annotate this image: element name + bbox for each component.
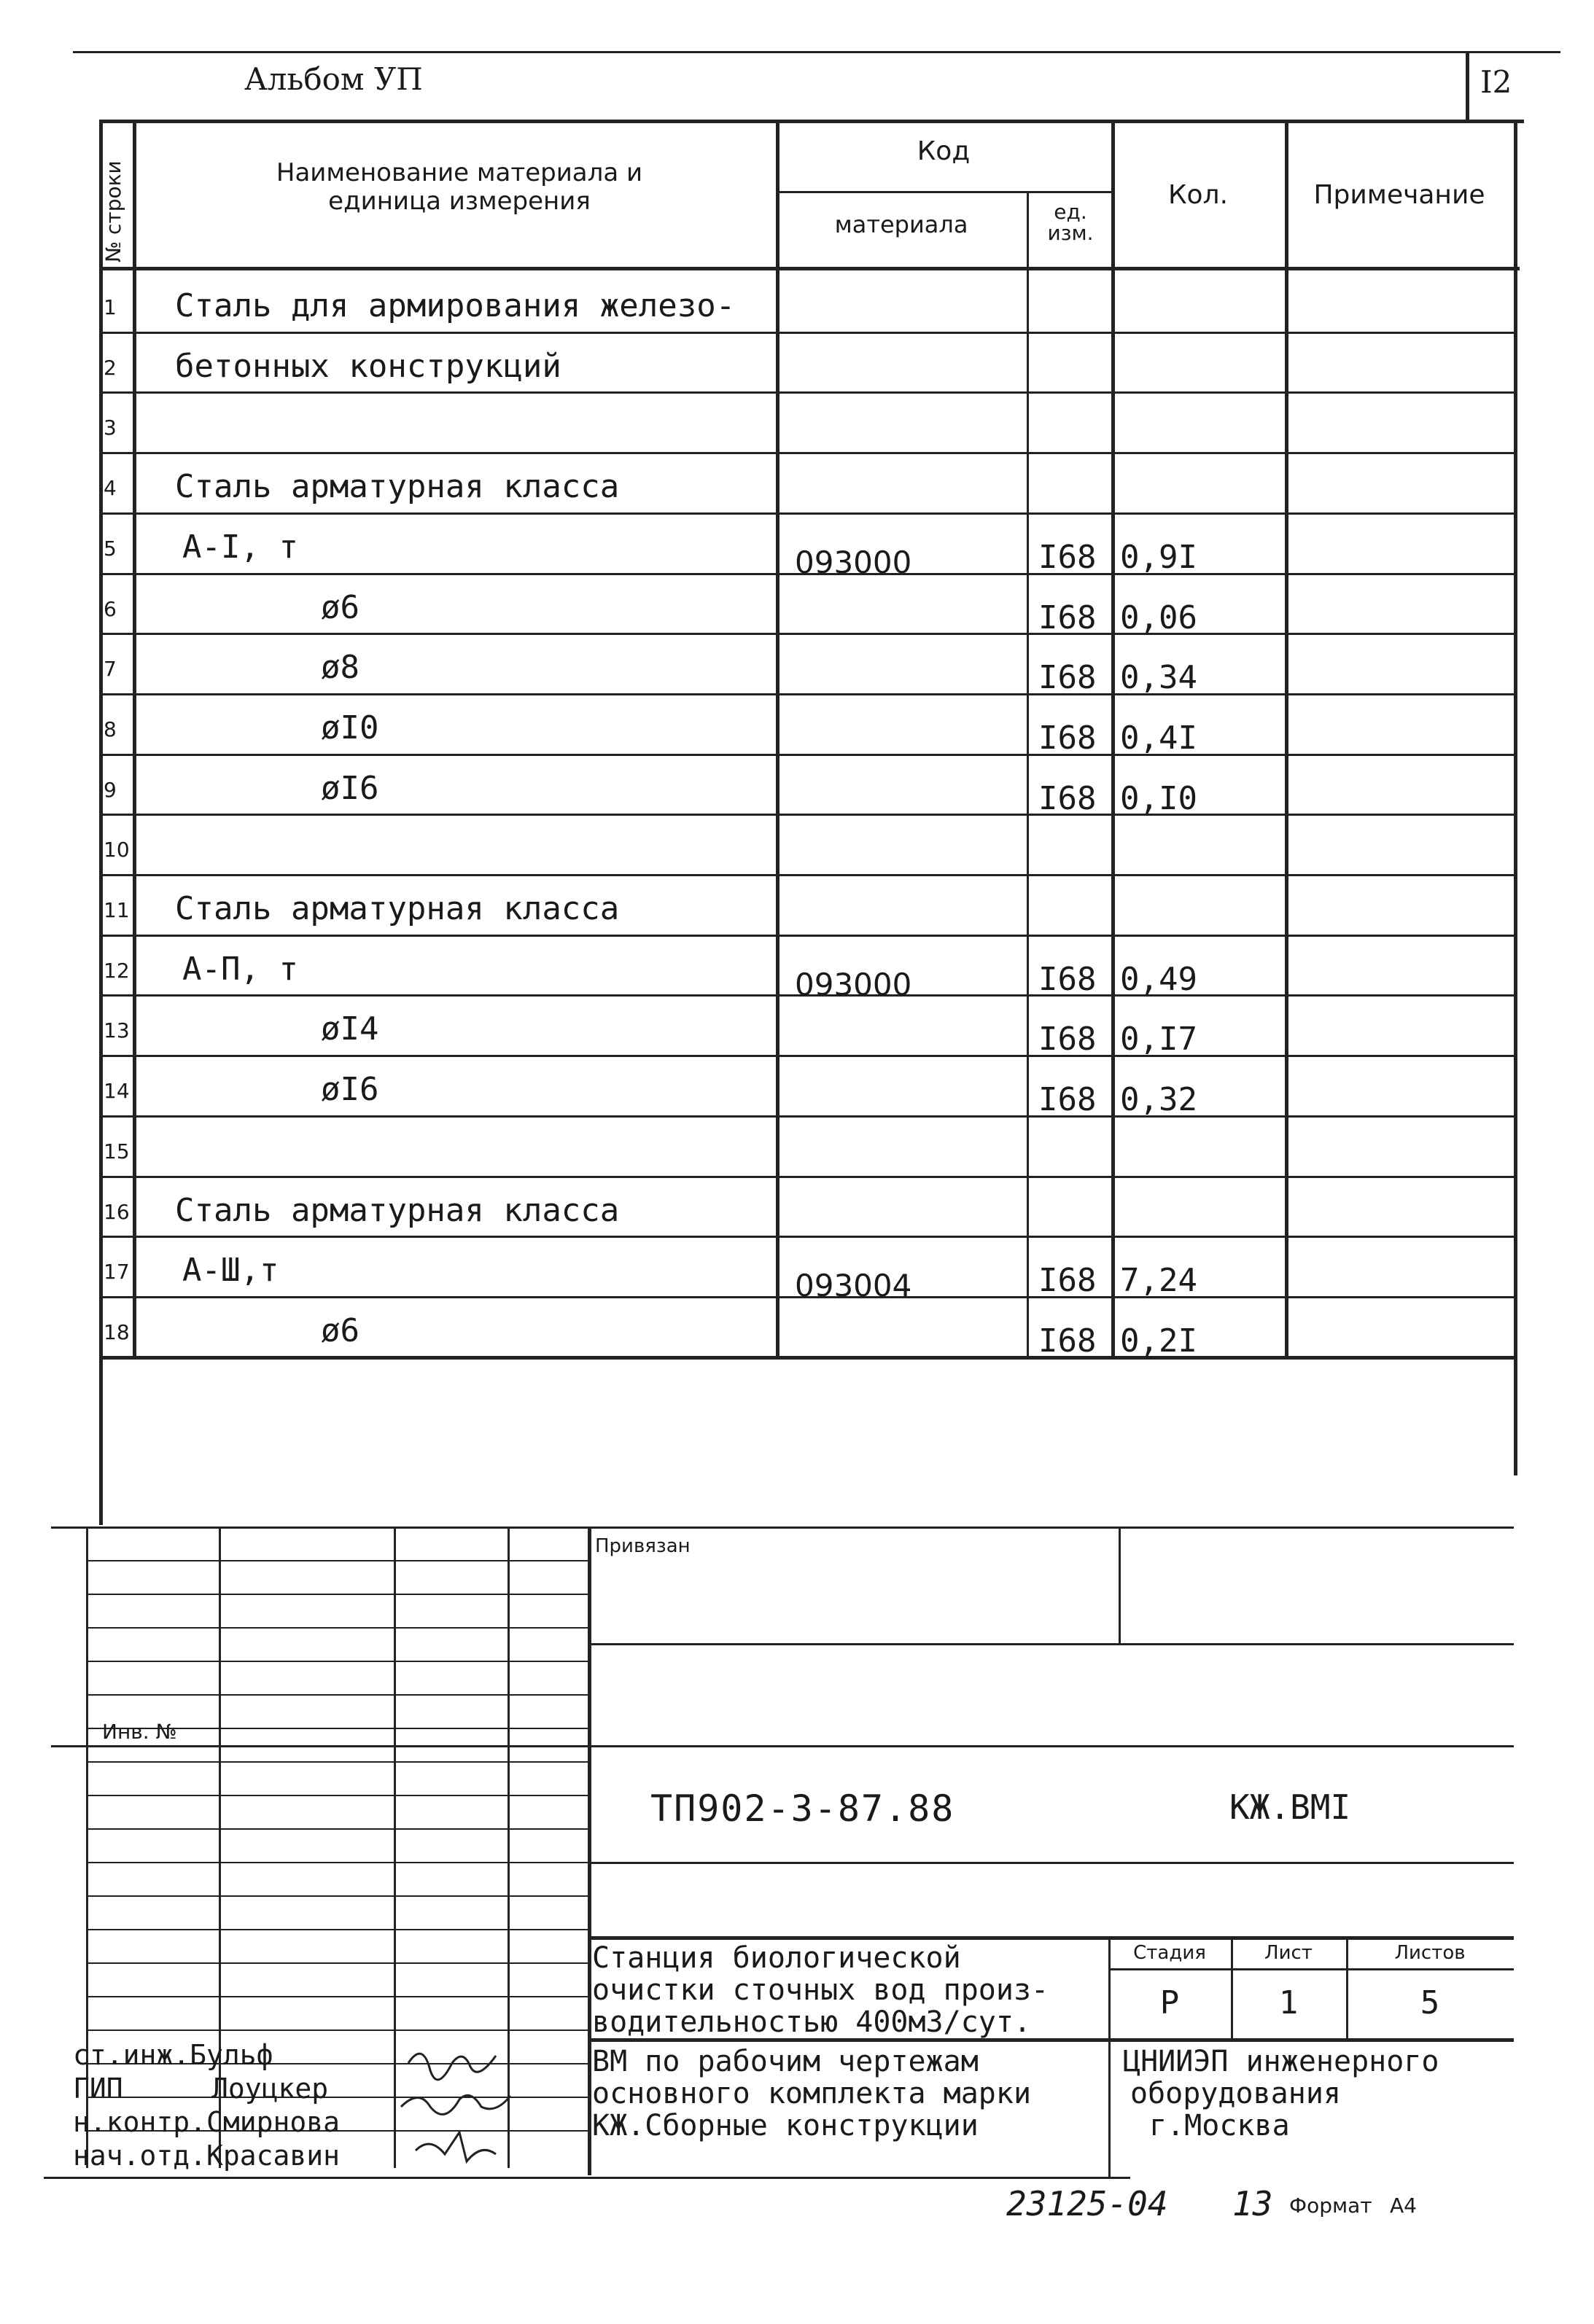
- row-divider: [99, 754, 1514, 756]
- cell-n: 6: [104, 597, 117, 621]
- cell-n: 18: [104, 1320, 130, 1344]
- cell-qty: 0,4I: [1120, 720, 1197, 757]
- sheets-value: 5: [1420, 1984, 1440, 2021]
- signature-row-4: [73, 2139, 340, 2172]
- org-line-2: оборудования: [1130, 2077, 1341, 2110]
- stamp-grid-line: [86, 2029, 588, 2031]
- row-divider: [99, 874, 1514, 876]
- stamp-divider-main: [588, 1526, 591, 2175]
- cell-name: ø6: [321, 1312, 359, 1349]
- privyazan-label: Привязан: [595, 1535, 691, 1557]
- row-divider: [99, 332, 1514, 334]
- signature-row-2: [73, 2072, 340, 2105]
- doc-title-line-1: ВМ по рабочим чертежам: [592, 2045, 979, 2078]
- signature-name: Бульф: [190, 2039, 273, 2071]
- cell-qty: 0,32: [1120, 1081, 1197, 1118]
- signature-name: Красавин: [206, 2140, 341, 2172]
- cell-n: 16: [104, 1200, 130, 1224]
- inv-no-label: Инв. №: [102, 1720, 177, 1744]
- table-left-border: [99, 120, 103, 1525]
- cell-qty: 0,49: [1120, 961, 1197, 998]
- stage-value: Р: [1159, 1984, 1180, 2021]
- inv-line: [51, 1745, 1514, 1747]
- organization: [1123, 2046, 1439, 2142]
- signature-name: Лоуцкер: [211, 2073, 329, 2105]
- cell-n: 8: [104, 717, 117, 741]
- stamp-bottom-line: [44, 2177, 1130, 2179]
- cell-unit: I68: [1038, 659, 1097, 696]
- stage-label-line: [1108, 1968, 1514, 1970]
- cell-name: бетонных конструкций: [175, 348, 561, 385]
- cell-n: 5: [104, 537, 117, 561]
- header-code: Код: [917, 136, 971, 166]
- stamp-top-line: [51, 1526, 1514, 1529]
- cell-n: 2: [104, 356, 117, 380]
- code-header-divider: [776, 191, 1111, 193]
- cell-n: 7: [104, 657, 117, 681]
- cell-unit: I68: [1038, 1081, 1097, 1118]
- cell-code: 093000: [795, 545, 912, 580]
- cell-unit: I68: [1038, 780, 1097, 817]
- col-divider-qty: [1285, 120, 1288, 1356]
- signature-role: ГИП: [73, 2073, 123, 2105]
- cell-name: ø8: [321, 649, 359, 686]
- signature-row-1: [73, 2038, 340, 2072]
- cell-name: А-П, т: [182, 951, 298, 988]
- doc-title-line-2: основного комплекта марки: [592, 2077, 1032, 2110]
- cell-n: 17: [104, 1260, 130, 1284]
- cell-unit: I68: [1038, 1262, 1097, 1299]
- cell-n: 12: [104, 959, 130, 983]
- header-row-no: № строки: [101, 160, 125, 262]
- sheet-value: 1: [1278, 1984, 1299, 2021]
- cell-unit: I68: [1038, 599, 1097, 636]
- stamp-grid-line: [86, 1795, 588, 1796]
- stamp-grid-line: [86, 1560, 588, 1561]
- row-divider: [99, 1115, 1514, 1118]
- cell-qty: 0,9I: [1120, 539, 1197, 576]
- cell-qty: 0,I0: [1120, 780, 1197, 817]
- code-line-bottom: [588, 1862, 1514, 1864]
- cell-unit: I68: [1038, 720, 1097, 757]
- doc-title: [592, 2046, 1031, 2142]
- row-divider: [99, 693, 1514, 695]
- col-divider-material: [1027, 191, 1029, 1356]
- stamp-grid-line: [86, 1694, 588, 1696]
- cell-n: 4: [104, 476, 117, 500]
- stamp-grid-line: [86, 1661, 588, 1662]
- project-code: ТП902-3-87.88: [650, 1787, 955, 1830]
- cell-qty: 0,34: [1120, 659, 1197, 696]
- col-divider-rowno: [133, 120, 136, 1356]
- header-qty: Кол.: [1167, 180, 1229, 210]
- signature-role: ст.инж.: [73, 2039, 190, 2071]
- album-label: Альбом УП: [244, 61, 423, 97]
- doc-title-line-3: КЖ.Сборные конструкции: [592, 2109, 979, 2142]
- privyazan-divider: [1119, 1526, 1121, 1643]
- header-material: материала: [834, 211, 968, 238]
- signature-block: [73, 2038, 340, 2172]
- cell-n: 3: [104, 416, 117, 440]
- stamp-grid-line: [86, 1929, 588, 1930]
- cell-unit: I68: [1038, 1021, 1097, 1058]
- stamp-grid-line: [86, 1627, 588, 1629]
- cell-name: øI6: [321, 770, 379, 807]
- inventory-number: 23125-04: [1006, 2184, 1168, 2223]
- title-line-top: [588, 1936, 1514, 1940]
- cell-n: 9: [104, 778, 117, 802]
- col-divider-unit: [1111, 120, 1115, 1356]
- org-line-3: г.Москва: [1149, 2109, 1290, 2142]
- sheet-label: Лист: [1264, 1942, 1313, 1964]
- cell-name: Сталь арматурная класса: [175, 1192, 620, 1229]
- signature-name: Смирнова: [206, 2106, 341, 2138]
- cell-code: 093004: [795, 1268, 912, 1303]
- format-value: А4: [1390, 2194, 1417, 2218]
- cell-qty: 7,24: [1120, 1262, 1197, 1299]
- privyazan-bottom: [588, 1643, 1514, 1645]
- cell-n: 11: [104, 898, 130, 922]
- doc-title-line-top: [588, 2038, 1514, 2042]
- cell-unit: I68: [1038, 539, 1097, 576]
- cell-name: А-I, т: [182, 529, 298, 566]
- stamp-grid-line: [86, 1761, 588, 1763]
- handwritten-signatures: [394, 2034, 583, 2180]
- cell-name: ø6: [321, 589, 359, 626]
- col-divider-name: [776, 120, 779, 1356]
- signature-row-3: [73, 2105, 340, 2139]
- cell-unit: I68: [1038, 1322, 1097, 1360]
- cell-name: øI4: [321, 1010, 379, 1048]
- object-title: [592, 1942, 1049, 2038]
- table-right-border: [1514, 120, 1517, 1475]
- object-title-line-2: очистки сточных вод произ-: [592, 1973, 1049, 2007]
- footer-page: 13: [1232, 2184, 1273, 2223]
- stamp-grid-line: [86, 1862, 588, 1863]
- row-divider: [99, 1176, 1514, 1178]
- table-top-border: [99, 120, 1524, 123]
- cell-n: 15: [104, 1139, 130, 1163]
- header-unit: ед. изм.: [1047, 200, 1094, 246]
- top-frame-line: [73, 51, 1560, 53]
- row-divider: [99, 814, 1514, 816]
- stamp-grid-line: [86, 1895, 588, 1897]
- cell-n: 10: [104, 838, 130, 862]
- header-name: Наименование материала и единица измерения: [276, 158, 643, 217]
- cell-name: Сталь арматурная класса: [175, 468, 620, 505]
- table-header-bottom: [99, 267, 1520, 270]
- object-title-line-3: водительностью 400м3/сут.: [592, 2005, 1032, 2039]
- cell-qty: 0,06: [1120, 599, 1197, 636]
- row-divider: [99, 1236, 1514, 1238]
- row-divider: [99, 1055, 1514, 1057]
- cell-unit: I68: [1038, 961, 1097, 998]
- stage-label: Стадия: [1133, 1942, 1206, 1964]
- row-divider: [99, 512, 1514, 515]
- cell-name: Сталь арматурная класса: [175, 890, 620, 927]
- object-title-line-1: Станция биологической: [592, 1941, 961, 1975]
- stamp-grid-line: [86, 1996, 588, 1997]
- sheets-label: Листов: [1394, 1942, 1466, 1964]
- top-right-divider: [1466, 51, 1469, 122]
- doc-mark: КЖ.ВМI: [1229, 1787, 1351, 1827]
- table-bottom-border: [99, 1356, 1514, 1360]
- cell-name: А-Ш,т: [182, 1252, 279, 1289]
- cell-name: øI0: [321, 709, 379, 746]
- cell-qty: 0,I7: [1120, 1021, 1197, 1058]
- stamp-grid-line: [86, 1594, 588, 1595]
- signature-role: нач.отд.: [73, 2140, 207, 2172]
- cell-name: Сталь для армирования железо-: [175, 287, 736, 324]
- row-divider: [99, 633, 1514, 635]
- row-divider: [99, 391, 1514, 394]
- cell-n: 1: [104, 295, 117, 319]
- format-label: Формат: [1289, 2194, 1372, 2218]
- cell-code: 093000: [795, 967, 912, 1002]
- cell-n: 14: [104, 1079, 130, 1103]
- sheet-number: I2: [1480, 64, 1512, 100]
- header-note: Примечание: [1313, 180, 1485, 210]
- stamp-grid-line: [86, 1962, 588, 1964]
- cell-name: øI6: [321, 1071, 379, 1108]
- row-divider: [99, 935, 1514, 937]
- stamp-grid-line: [86, 1828, 588, 1830]
- org-line-1: ЦНИИЭП инженерного: [1123, 2045, 1439, 2078]
- stage-divider-1: [1108, 1936, 1111, 2177]
- row-divider: [99, 452, 1514, 454]
- cell-qty: 0,2I: [1120, 1322, 1197, 1360]
- signature-role: н.контр.: [73, 2106, 207, 2138]
- cell-n: 13: [104, 1018, 130, 1042]
